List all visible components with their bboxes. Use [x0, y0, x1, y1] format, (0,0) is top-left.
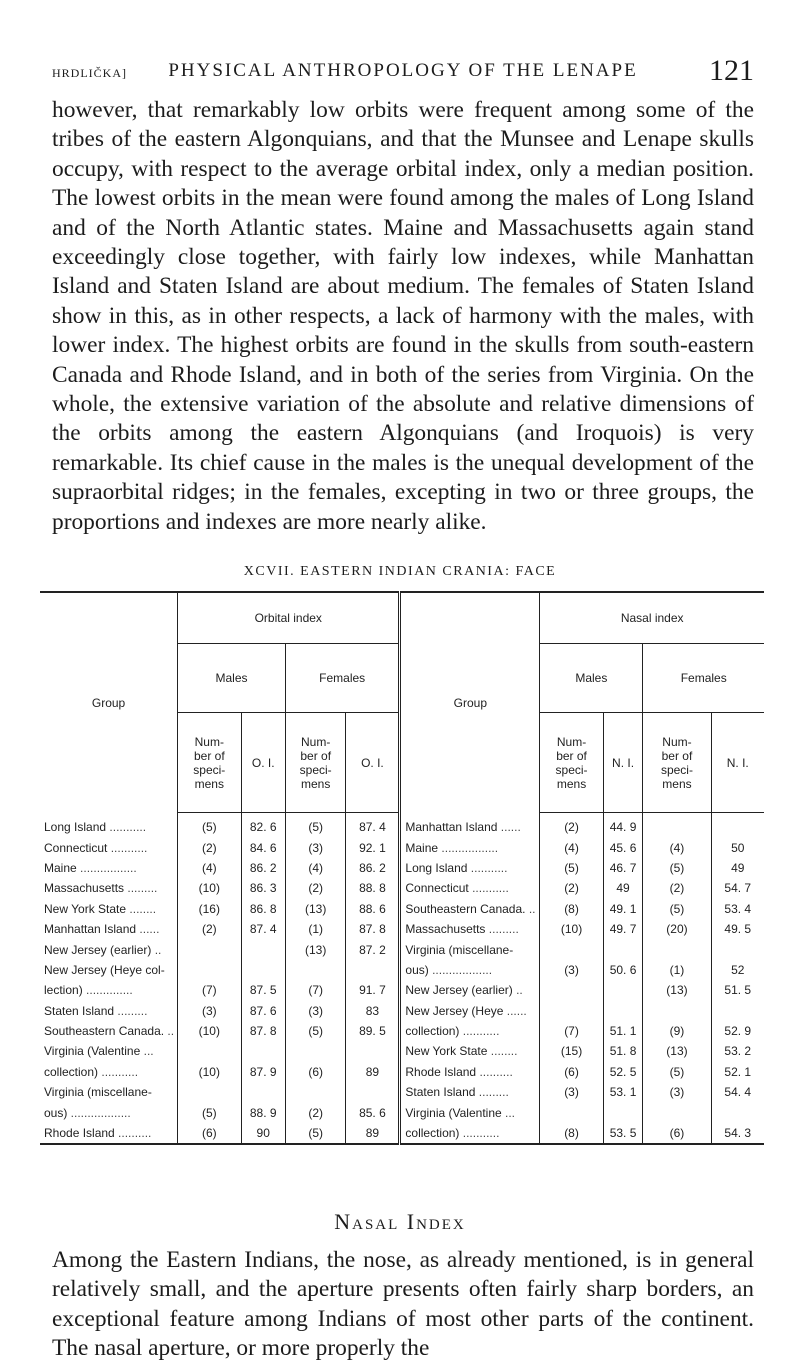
orbital-male-oi-cell: 87. 6	[241, 1001, 285, 1021]
nasal-male-ni-cell	[603, 1001, 643, 1021]
orbital-female-count-cell: (7)	[285, 980, 346, 1000]
orbital-male-count-cell	[178, 1041, 241, 1061]
table-row	[40, 858, 764, 878]
orbital-group-cell: Maine .................	[44, 860, 137, 875]
nasal-female-count-cell: (5)	[643, 1062, 711, 1082]
orbital-male-oi-cell: 88. 9	[241, 1102, 285, 1122]
orbital-group-cell: lection) ..............	[44, 983, 133, 998]
nasal-male-ni-cell: 52. 5	[603, 1062, 643, 1082]
orbital-male-count-header: Num- ber of speci- mens	[178, 713, 241, 813]
orbital-male-count-cell: (10)	[178, 1021, 241, 1041]
table-row	[40, 1062, 764, 1082]
table-row	[40, 980, 764, 1000]
orbital-female-oi-cell: 87. 2	[346, 939, 400, 959]
orbital-female-count-cell: (2)	[285, 1102, 346, 1122]
orbital-male-count-cell: (6)	[178, 1123, 241, 1144]
nasal-female-ni-header: N. I.	[711, 713, 764, 813]
orbital-group-cell: collection) ...........	[44, 1064, 139, 1079]
orbital-female-oi-cell: 88. 8	[346, 878, 400, 898]
nasal-group-cell: Virginia (Valentine ...	[400, 1102, 540, 1122]
orbital-male-count-cell	[178, 939, 241, 959]
nasal-female-ni-cell	[711, 939, 764, 959]
orbital-female-oi-cell: 85. 6	[346, 1102, 400, 1122]
nasal-female-ni-cell: 52. 9	[711, 1021, 764, 1041]
nasal-male-count-cell	[540, 1102, 603, 1122]
nasal-male-ni-cell: 53. 1	[603, 1082, 643, 1102]
orbital-male-oi-cell	[241, 1041, 285, 1061]
nasal-group-cell: Southeastern Canada. ..	[400, 899, 540, 919]
nasal-female-ni-cell: 51. 5	[711, 980, 764, 1000]
nasal-male-ni-cell: 49	[603, 878, 643, 898]
orbital-group-cell: Virginia (Valentine ...	[44, 1044, 154, 1059]
nasal-male-count-cell: (10)	[540, 919, 603, 939]
nasal-female-ni-cell	[711, 1001, 764, 1021]
orbital-female-oi-cell: 83	[346, 1001, 400, 1021]
orbital-female-count-header: Num- ber of speci- mens	[285, 713, 346, 813]
orbital-group-cell: Southeastern Canada. ..	[44, 1024, 175, 1039]
orbital-male-count-cell	[178, 960, 241, 980]
orbital-female-count-cell: (5)	[285, 1123, 346, 1144]
nasal-female-count-cell	[643, 813, 711, 838]
nasal-male-count-cell	[540, 1001, 603, 1021]
nasal-male-ni-cell: 44. 9	[603, 813, 643, 838]
orbital-females-header: Females	[285, 644, 399, 713]
orbital-males-header: Males	[178, 644, 286, 713]
orbital-male-oi-cell: 87. 9	[241, 1062, 285, 1082]
table-row	[40, 1082, 764, 1102]
orbital-male-count-cell: (5)	[178, 1102, 241, 1122]
orbital-female-oi-cell: 91. 7	[346, 980, 400, 1000]
body-paragraph-nasal: Among the Eastern Indians, the nose, as already mentioned, is in general relatively small, and the aperture presents often fairly sharp borders, an exceptional feature among Indians of most other parts of the continent. The nasal aperture, or more properly the	[52, 1247, 754, 1362]
orbital-male-count-cell: (2)	[178, 837, 241, 857]
running-head-author: HRDLIČKA]	[52, 66, 127, 80]
nasal-female-count-cell: (20)	[643, 919, 711, 939]
table-row	[40, 1001, 764, 1021]
orbital-group-cell: New Jersey (Heye col-	[44, 962, 165, 977]
orbital-male-count-cell: (7)	[178, 980, 241, 1000]
orbital-male-oi-cell: 86. 8	[241, 899, 285, 919]
nasal-male-count-cell: (3)	[540, 960, 603, 980]
nasal-female-count-cell	[643, 1001, 711, 1021]
nasal-index-header: Nasal index	[540, 592, 764, 644]
orbital-male-oi-cell	[241, 939, 285, 959]
table-row	[40, 899, 764, 919]
nasal-female-ni-cell: 54. 3	[711, 1123, 764, 1144]
orbital-male-count-cell: (10)	[178, 878, 241, 898]
orbital-female-count-cell: (3)	[285, 1001, 346, 1021]
nasal-group-cell: Rhode Island ..........	[400, 1062, 540, 1082]
orbital-male-count-cell: (10)	[178, 1062, 241, 1082]
nasal-male-count-cell: (7)	[540, 1021, 603, 1041]
orbital-male-count-cell: (5)	[178, 813, 241, 838]
nasal-female-count-cell: (2)	[643, 878, 711, 898]
nasal-female-count-cell: (1)	[643, 960, 711, 980]
nasal-male-count-cell	[540, 980, 603, 1000]
nasal-male-count-cell: (8)	[540, 1123, 603, 1144]
orbital-male-oi-cell: 87. 4	[241, 919, 285, 939]
nasal-male-count-cell: (6)	[540, 1062, 603, 1082]
nasal-female-count-cell: (3)	[643, 1082, 711, 1102]
nasal-female-ni-cell: 52. 1	[711, 1062, 764, 1082]
table-row	[40, 960, 764, 980]
table-row	[40, 1102, 764, 1122]
table-row	[40, 878, 764, 898]
orbital-male-count-cell: (3)	[178, 1001, 241, 1021]
nasal-male-ni-cell: 49. 7	[603, 919, 643, 939]
orbital-male-oi-cell: 90	[241, 1123, 285, 1144]
orbital-female-count-cell: (2)	[285, 878, 346, 898]
nasal-female-count-cell: (13)	[643, 980, 711, 1000]
nasal-group-cell: ous) ..................	[400, 960, 540, 980]
nasal-female-ni-cell: 54. 4	[711, 1082, 764, 1102]
orbital-group-cell: Rhode Island ..........	[44, 1126, 152, 1141]
nasal-female-count-cell	[643, 939, 711, 959]
nasal-female-ni-cell	[711, 1102, 764, 1122]
nasal-female-ni-cell: 53. 4	[711, 899, 764, 919]
nasal-female-ni-cell: 53. 2	[711, 1041, 764, 1061]
nasal-male-ni-header: N. I.	[603, 713, 643, 813]
nasal-group-cell: New Jersey (Heye ......	[400, 1001, 540, 1021]
orbital-male-count-cell: (2)	[178, 919, 241, 939]
orbital-female-count-cell: (6)	[285, 1062, 346, 1082]
nasal-female-ni-cell: 49. 5	[711, 919, 764, 939]
orbital-group-cell: Staten Island .........	[44, 1003, 148, 1018]
orbital-female-oi-cell: 92. 1	[346, 837, 400, 857]
nasal-female-ni-cell	[711, 813, 764, 838]
nasal-females-header: Females	[643, 644, 764, 713]
nasal-male-ni-cell: 49. 1	[603, 899, 643, 919]
nasal-female-count-cell: (6)	[643, 1123, 711, 1144]
nasal-male-ni-cell	[603, 980, 643, 1000]
group-header-orbital: Group	[91, 695, 126, 710]
orbital-male-oi-cell	[241, 1082, 285, 1102]
table-row	[40, 837, 764, 857]
nasal-male-count-cell: (8)	[540, 899, 603, 919]
nasal-female-count-cell: (5)	[643, 899, 711, 919]
table-row	[40, 1041, 764, 1061]
nasal-female-count-cell: (9)	[643, 1021, 711, 1041]
orbital-female-oi-cell	[346, 1082, 400, 1102]
orbital-female-oi-cell: 87. 8	[346, 919, 400, 939]
orbital-male-count-cell: (16)	[178, 899, 241, 919]
body-paragraph-orbits: however, that remarkably low orbits were frequent among some of the tribes of the eastern Algonquians, and that the Munsee and Lenape skulls occupy, with respect to the average orbital index, only a median position. The lowest orbits in the mean were found among the males of Long Island and of the North Atlantic states. Maine and Massachusetts again stand exceedingly close together, with fairly low indexes, while Manhattan Island and Staten Island are about medium. The females of Staten Island show in this, as in other respects, a lack of harmony with the males, with lower index. The highest orbits are found in the skulls from south-eastern Canada and Rhode Island, and in both of the series from Virginia. On the whole, the extensive variation of the absolute and relative dimensions of the orbits among the eastern Algonquians (and Iroquois) is very remarkable. Its chief cause in the males is the unequal development of the supraorbital ridges; in the females, excepting in two or three groups, the proportions and indexes are more nearly alike.	[52, 97, 754, 535]
orbital-male-count-cell: (4)	[178, 858, 241, 878]
nasal-male-ni-cell: 46. 7	[603, 858, 643, 878]
orbital-group-cell: Virginia (miscellane-	[44, 1085, 152, 1100]
nasal-male-count-cell	[540, 939, 603, 959]
orbital-female-oi-header: O. I.	[346, 713, 400, 813]
nasal-group-cell: Virginia (miscellane-	[400, 939, 540, 959]
orbital-male-oi-cell: 87. 8	[241, 1021, 285, 1041]
orbital-female-oi-cell: 89	[346, 1062, 400, 1082]
orbital-male-oi-cell: 82. 6	[241, 813, 285, 838]
nasal-group-cell: Massachusetts .........	[400, 919, 540, 939]
orbital-male-oi-header: O. I.	[241, 713, 285, 813]
nasal-female-count-cell	[643, 1102, 711, 1122]
nasal-group-cell: Long Island ...........	[400, 858, 540, 878]
nasal-group-cell: Maine .................	[400, 837, 540, 857]
orbital-group-cell: Long Island ...........	[44, 819, 147, 834]
nasal-male-ni-cell: 45. 6	[603, 837, 643, 857]
orbital-female-oi-cell: 89	[346, 1123, 400, 1144]
orbital-male-oi-cell: 87. 5	[241, 980, 285, 1000]
group-header-nasal: Group	[400, 592, 540, 813]
table-row	[40, 939, 764, 959]
orbital-female-oi-cell: 89. 5	[346, 1021, 400, 1041]
table-row	[40, 1123, 764, 1144]
nasal-male-ni-cell	[603, 939, 643, 959]
face-index-table	[40, 591, 764, 1145]
orbital-female-count-cell: (4)	[285, 858, 346, 878]
nasal-group-cell: New Jersey (earlier) ..	[400, 980, 540, 1000]
orbital-female-count-cell: (1)	[285, 919, 346, 939]
nasal-males-header: Males	[540, 644, 643, 713]
orbital-female-count-cell	[285, 960, 346, 980]
table-row	[40, 919, 764, 939]
nasal-male-count-cell: (3)	[540, 1082, 603, 1102]
nasal-female-ni-cell: 52	[711, 960, 764, 980]
nasal-male-ni-cell	[603, 1102, 643, 1122]
orbital-female-oi-cell	[346, 960, 400, 980]
orbital-female-oi-cell	[346, 1041, 400, 1061]
table-body	[40, 813, 764, 1145]
orbital-group-cell: New Jersey (earlier) ..	[44, 942, 162, 957]
orbital-female-count-cell: (5)	[285, 1021, 346, 1041]
nasal-male-ni-cell: 53. 5	[603, 1123, 643, 1144]
nasal-group-cell: collection) ...........	[400, 1021, 540, 1041]
orbital-group-cell: Manhattan Island ......	[44, 922, 160, 937]
running-head-title: PHYSICAL ANTHROPOLOGY OF THE LENAPE	[168, 60, 638, 81]
nasal-male-ni-cell: 50. 6	[603, 960, 643, 980]
nasal-female-count-cell: (13)	[643, 1041, 711, 1061]
orbital-male-oi-cell: 86. 3	[241, 878, 285, 898]
orbital-female-oi-cell: 88. 6	[346, 899, 400, 919]
nasal-male-count-cell: (4)	[540, 837, 603, 857]
nasal-group-cell: New York State ........	[400, 1041, 540, 1061]
nasal-female-ni-cell: 54. 7	[711, 878, 764, 898]
orbital-male-oi-cell: 84. 6	[241, 837, 285, 857]
nasal-female-ni-cell: 50	[711, 837, 764, 857]
nasal-female-ni-cell: 49	[711, 858, 764, 878]
running-head	[52, 48, 754, 88]
orbital-group-cell: Massachusetts .........	[44, 881, 158, 896]
table-row	[40, 1021, 764, 1041]
orbital-female-count-cell: (5)	[285, 813, 346, 838]
orbital-female-count-cell	[285, 1041, 346, 1061]
nasal-female-count-header: Num- ber of speci- mens	[643, 713, 711, 813]
orbital-female-count-cell	[285, 1082, 346, 1102]
nasal-group-cell: Connecticut ...........	[400, 878, 540, 898]
nasal-male-count-header: Num- ber of speci- mens	[540, 713, 603, 813]
nasal-group-cell: collection) ...........	[400, 1123, 540, 1144]
nasal-group-cell: Manhattan Island ......	[400, 813, 540, 838]
nasal-male-count-cell: (5)	[540, 858, 603, 878]
nasal-male-count-cell: (2)	[540, 878, 603, 898]
orbital-male-oi-cell: 86. 2	[241, 858, 285, 878]
nasal-female-count-cell: (5)	[643, 858, 711, 878]
nasal-male-ni-cell: 51. 1	[603, 1021, 643, 1041]
orbital-group-cell: Connecticut ...........	[44, 840, 148, 855]
orbital-female-oi-cell: 87. 4	[346, 813, 400, 838]
orbital-female-count-cell: (13)	[285, 899, 346, 919]
orbital-male-count-cell	[178, 1082, 241, 1102]
orbital-female-count-cell: (13)	[285, 939, 346, 959]
table-row	[40, 813, 764, 838]
nasal-male-count-cell: (2)	[540, 813, 603, 838]
nasal-male-ni-cell: 51. 8	[603, 1041, 643, 1061]
orbital-female-count-cell: (3)	[285, 837, 346, 857]
nasal-female-count-cell: (4)	[643, 837, 711, 857]
orbital-male-oi-cell	[241, 960, 285, 980]
orbital-group-cell: ous) ..................	[44, 1105, 131, 1120]
section-title: Nasal Index	[334, 1209, 466, 1234]
page-number: 121	[709, 54, 754, 87]
nasal-group-cell: Staten Island .........	[400, 1082, 540, 1102]
nasal-male-count-cell: (15)	[540, 1041, 603, 1061]
table-caption: XCVII. EASTERN INDIAN CRANIA: FACE	[243, 564, 557, 579]
orbital-female-oi-cell: 86. 2	[346, 858, 400, 878]
orbital-index-header: Orbital index	[178, 592, 400, 644]
orbital-group-cell: New York State ........	[44, 901, 157, 916]
